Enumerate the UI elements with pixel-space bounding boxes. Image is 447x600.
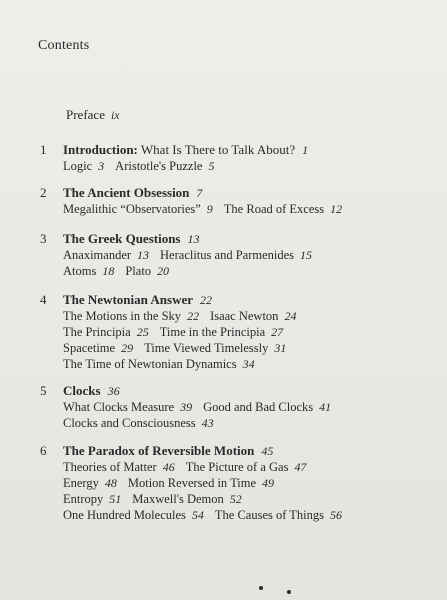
section-row <box>63 324 307 340</box>
chapter-number: 1 <box>40 142 47 157</box>
section-list <box>63 459 353 523</box>
section-entry <box>63 460 175 474</box>
chapter-title <box>63 231 200 247</box>
section-page: 52 <box>229 492 242 506</box>
chapter-title-rest: What Is There to Talk About? <box>140 142 296 157</box>
section-row <box>63 247 323 263</box>
section-page: 54 <box>191 508 204 522</box>
chapter-title <box>63 443 273 459</box>
section-page: 46 <box>162 460 175 474</box>
section-entry <box>63 341 133 355</box>
chapter-page: 13 <box>187 232 200 246</box>
section-row <box>63 263 323 279</box>
section-page: 5 <box>208 159 215 173</box>
section-entry <box>63 325 149 339</box>
section-page: 39 <box>180 400 193 414</box>
section-page: 29 <box>121 341 134 355</box>
section-row <box>63 399 342 415</box>
section-entry <box>160 325 283 339</box>
section-page: 25 <box>136 325 149 339</box>
section-list <box>63 308 307 372</box>
section-title: Megalithic “Observatories” <box>63 202 201 216</box>
section-page: 9 <box>206 202 213 216</box>
section-entry <box>63 400 192 414</box>
section-entry <box>210 309 296 323</box>
section-entry <box>144 341 286 355</box>
section-entry <box>186 460 307 474</box>
section-page: 43 <box>201 416 214 430</box>
section-row <box>63 415 342 431</box>
section-title: Isaac Newton <box>210 309 279 323</box>
contents-heading: Contents <box>38 38 90 53</box>
chapter-title-text: The Paradox of Reversible Motion <box>63 443 255 458</box>
section-title: Energy <box>63 476 99 490</box>
section-title: Motion Reversed in Time <box>127 476 257 490</box>
preface-page: ix <box>110 108 120 122</box>
section-entry <box>63 248 149 262</box>
section-title: Heraclitus and Parmenides <box>160 248 295 262</box>
section-entry <box>203 400 331 414</box>
section-entry <box>63 159 104 173</box>
section-page: 18 <box>102 264 115 278</box>
section-row <box>63 491 353 507</box>
section-page: 49 <box>262 476 275 490</box>
section-entry <box>63 309 199 323</box>
section-list <box>63 247 323 279</box>
chapter-title <box>63 383 120 399</box>
section-title: Theories of Matter <box>63 460 157 474</box>
section-title: Aristotle's Puzzle <box>115 159 203 173</box>
section-entry <box>125 264 169 278</box>
section-title: The Picture of a Gas <box>185 460 289 474</box>
chapter-number: 4 <box>40 292 47 307</box>
preface-title: Preface <box>66 107 105 122</box>
section-title: One Hundred Molecules <box>63 508 186 522</box>
section-title: Atoms <box>63 264 97 278</box>
page-mark <box>287 590 291 594</box>
chapter-number: 2 <box>40 185 47 200</box>
section-title: Clocks and Consciousness <box>63 416 196 430</box>
section-title: The Time of Newtonian Dynamics <box>63 357 237 371</box>
section-row <box>63 459 353 475</box>
chapter-number: 3 <box>40 231 47 246</box>
section-row <box>63 158 225 174</box>
section-title: Plato <box>125 264 152 278</box>
section-page: 34 <box>242 357 255 371</box>
section-page: 20 <box>157 264 170 278</box>
section-entry <box>215 508 342 522</box>
section-title: Spacetime <box>63 341 116 355</box>
chapter-number: 5 <box>40 383 47 398</box>
section-page: 51 <box>109 492 122 506</box>
section-row <box>63 356 307 372</box>
page-mark <box>259 586 263 590</box>
section-page: 48 <box>104 476 117 490</box>
section-page: 3 <box>98 159 105 173</box>
section-row <box>63 475 353 491</box>
section-page: 31 <box>274 341 287 355</box>
section-page: 56 <box>330 508 343 522</box>
section-entry <box>160 248 312 262</box>
section-page: 13 <box>137 248 150 262</box>
section-title: Maxwell's Demon <box>132 492 224 506</box>
section-list <box>63 201 353 217</box>
section-title: What Clocks Measure <box>63 400 175 414</box>
section-page: 41 <box>319 400 332 414</box>
chapter-title-text: Clocks <box>63 383 101 398</box>
chapter-title-text: The Newtonian Answer <box>63 292 194 307</box>
chapter-page: 7 <box>196 186 203 200</box>
section-page: 27 <box>271 325 284 339</box>
preface-entry <box>66 107 120 123</box>
section-entry <box>63 416 214 430</box>
section-entry <box>63 264 114 278</box>
chapter-title <box>63 142 308 158</box>
section-page: 24 <box>284 309 297 323</box>
section-page: 15 <box>300 248 313 262</box>
section-title: Logic <box>63 159 93 173</box>
section-entry <box>63 476 117 490</box>
section-title: Time in the Principia <box>159 325 266 339</box>
section-title: Good and Bad Clocks <box>203 400 314 414</box>
section-row <box>63 201 353 217</box>
section-entry <box>115 159 214 173</box>
section-page: 22 <box>187 309 200 323</box>
section-title: Time Viewed Timelessly <box>144 341 269 355</box>
section-entry <box>128 476 274 490</box>
section-row <box>63 507 353 523</box>
section-page: 47 <box>294 460 307 474</box>
section-entry <box>63 492 121 506</box>
section-title: Anaximander <box>63 248 132 262</box>
section-entry <box>63 202 213 216</box>
chapter-title <box>63 292 212 308</box>
chapter-title <box>63 185 202 201</box>
chapter-title-text: The Greek Questions <box>63 231 181 246</box>
section-entry <box>132 492 241 506</box>
section-list <box>63 158 225 174</box>
chapter-page: 45 <box>261 444 274 458</box>
chapter-title-text: The Ancient Obsession <box>63 185 190 200</box>
section-entry <box>224 202 342 216</box>
section-title: Entropy <box>63 492 104 506</box>
section-list <box>63 399 342 431</box>
section-title: The Principia <box>63 325 131 339</box>
section-page: 12 <box>330 202 343 216</box>
chapter-page: 22 <box>200 293 213 307</box>
chapter-title-text: Introduction: <box>63 142 138 157</box>
chapter-page: 36 <box>107 384 120 398</box>
section-title: The Causes of Things <box>214 508 325 522</box>
chapter-number: 6 <box>40 443 47 458</box>
section-row <box>63 308 307 324</box>
section-row <box>63 340 307 356</box>
section-entry <box>63 357 255 371</box>
section-title: The Motions in the Sky <box>63 309 182 323</box>
section-entry <box>63 508 204 522</box>
section-title: The Road of Excess <box>223 202 325 216</box>
chapter-page: 1 <box>302 143 309 157</box>
